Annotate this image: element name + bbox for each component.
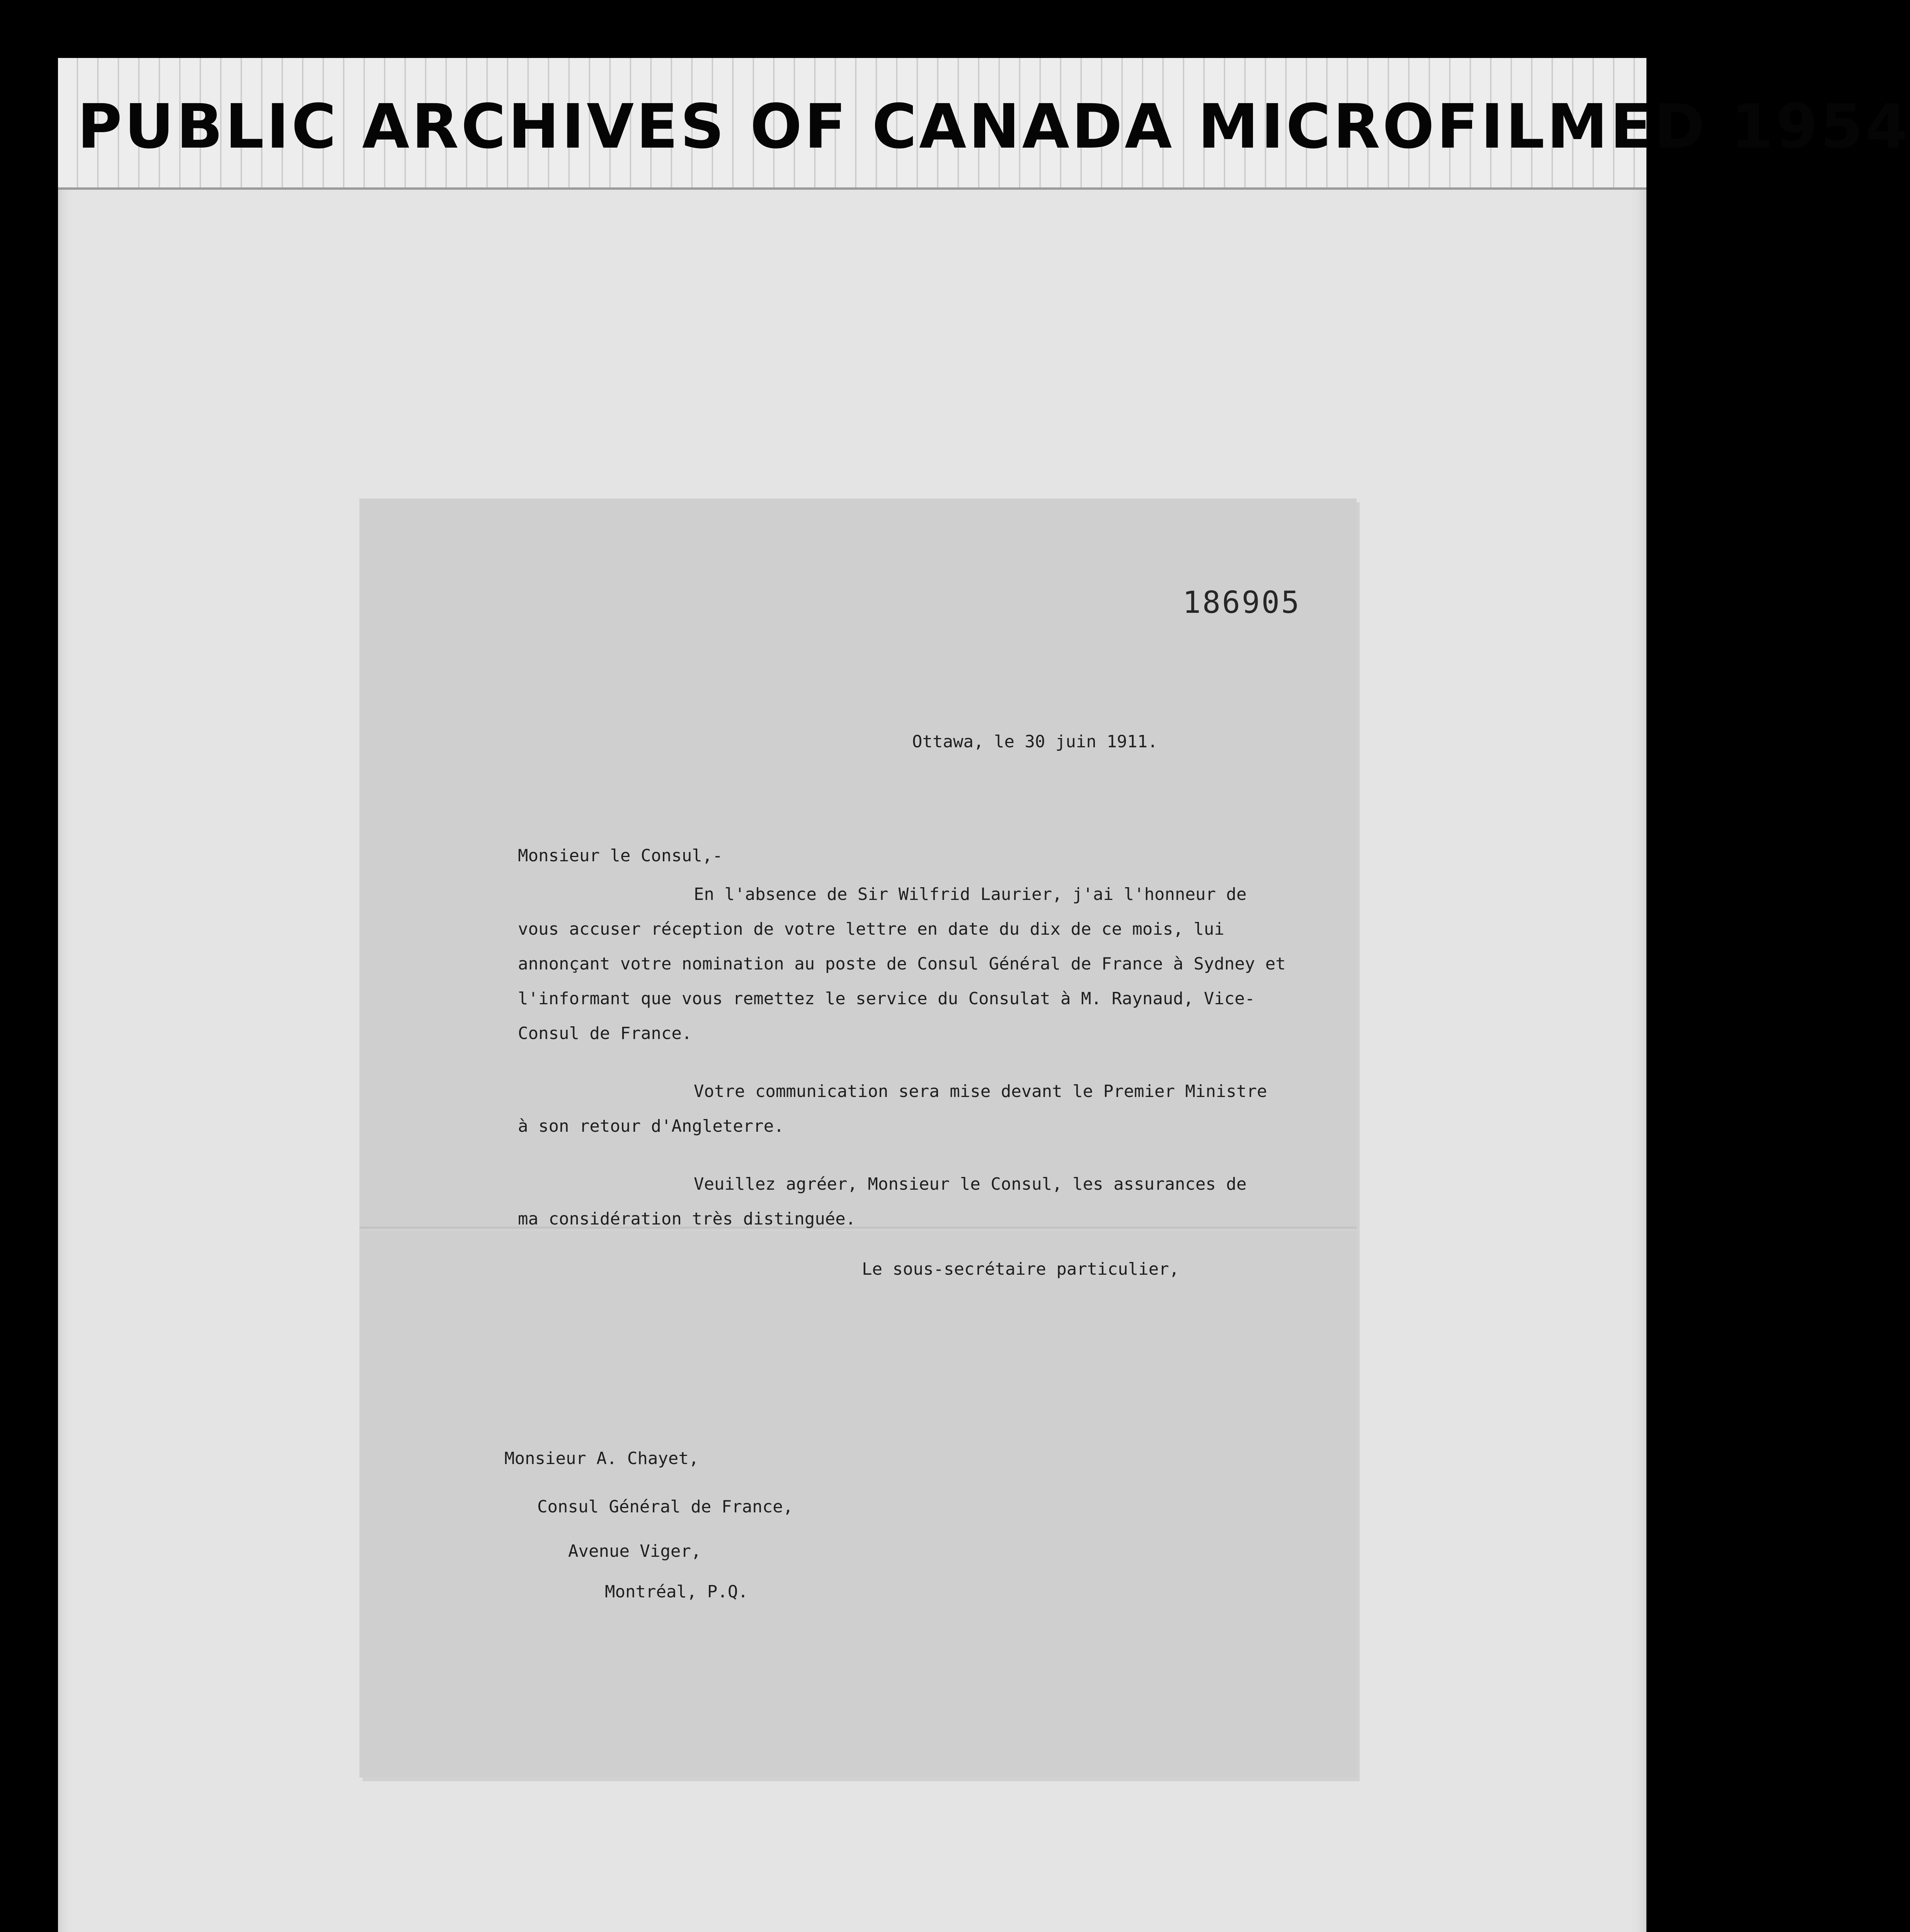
address-line: Monsieur A. Chayet, xyxy=(504,1449,699,1468)
body-line: vous accuser réception de votre lettre en date du dix de ce mois, lui xyxy=(518,919,1224,939)
letter-fold-line xyxy=(359,1227,1357,1231)
body-line: ma considération très distinguée. xyxy=(518,1209,856,1229)
letter-sheet xyxy=(359,498,1357,1777)
address-line: Avenue Viger, xyxy=(568,1541,701,1561)
closing-title: Le sous-secrétaire particulier, xyxy=(862,1259,1180,1279)
body-line: En l'absence de Sir Wilfrid Laurier, j'ai l'honneur de xyxy=(694,884,1247,904)
body-line: à son retour d'Angleterre. xyxy=(518,1116,784,1136)
address-line: Consul Général de France, xyxy=(537,1497,793,1517)
archive-banner-title: PUBLIC ARCHIVES OF CANADA MICROFILMED 1954 xyxy=(77,91,1910,162)
letter-salutation: Monsieur le Consul,- xyxy=(518,846,723,866)
body-line: Votre communication sera mise devant le Premier Ministre xyxy=(694,1082,1267,1101)
address-line: Montréal, P.Q. xyxy=(605,1582,748,1602)
body-line: Consul de France. xyxy=(518,1024,692,1043)
body-line: Veuillez agréer, Monsieur le Consul, les assurances de xyxy=(694,1174,1247,1194)
body-line: l'informant que vous remettez le service du Consulat à M. Raynaud, Vice- xyxy=(518,989,1255,1009)
letter-date: Ottawa, le 30 juin 1911. xyxy=(912,732,1158,752)
document-number: 186905 xyxy=(1183,585,1301,620)
body-line: annonçant votre nomination au poste de Consul Général de France à Sydney et xyxy=(518,954,1286,974)
